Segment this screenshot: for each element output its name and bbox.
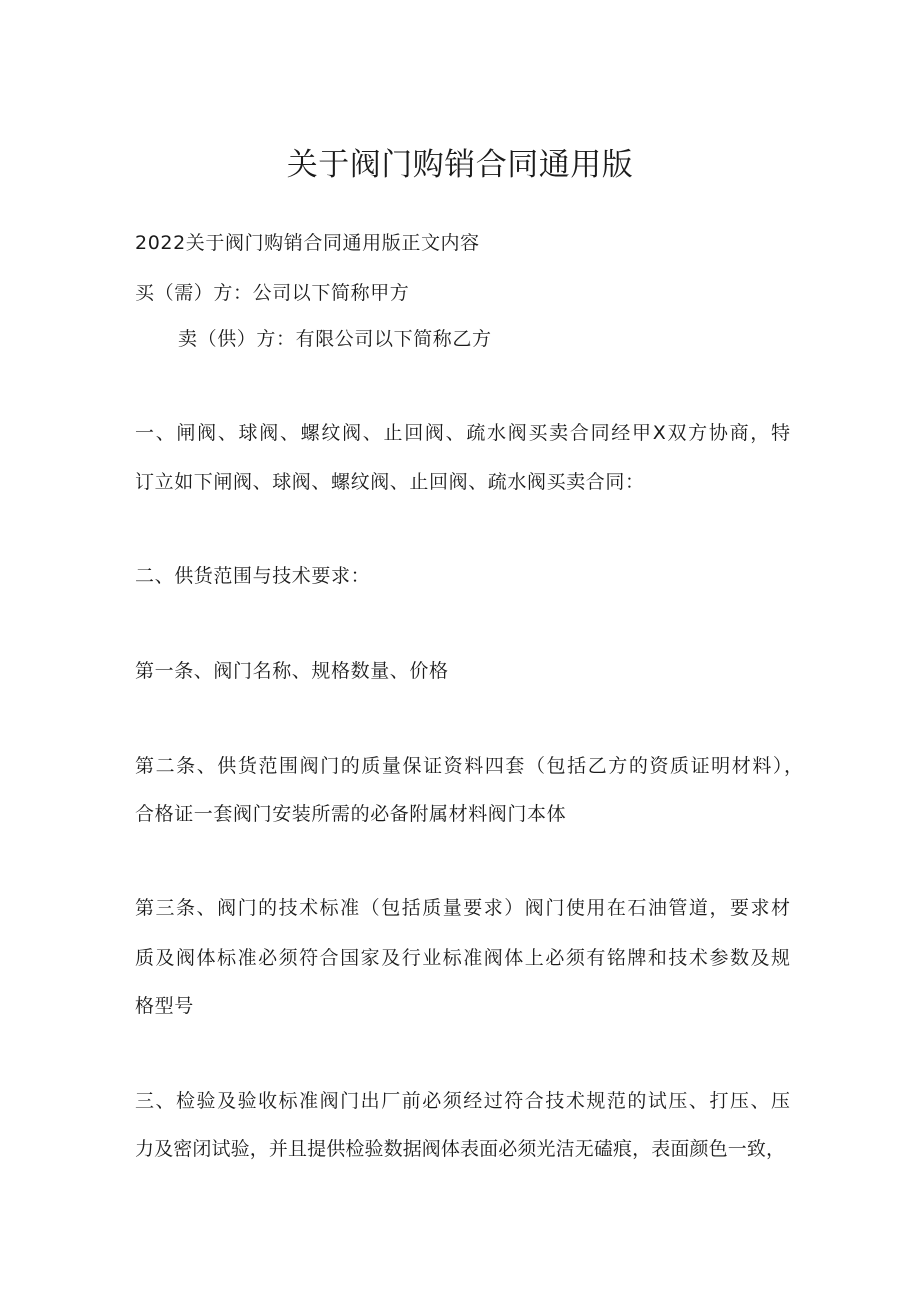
section1-line1: 一、闸阀、球阀、螺纹阀、止回阀、疏水阀买卖合同经甲X双方协商，特 bbox=[135, 422, 790, 444]
section2-heading: 二、供货范围与技术要求： bbox=[135, 565, 371, 587]
document-title: 关于阀门购销合同通用版 bbox=[286, 147, 634, 183]
article3-line2: 质及阀体标准必须符合国家及行业标准阀体上必须有铭牌和技术参数及规 bbox=[135, 947, 790, 969]
seller-line: 卖（供）方：有限公司以下简称乙方 bbox=[178, 328, 492, 350]
section1-line2: 订立如下闸阀、球阀、螺纹阀、止回阀、疏水阀买卖合同： bbox=[135, 471, 645, 493]
section3-line2: 力及密闭试验，并且提供检验数据阀体表面必须光洁无磕痕，表面颜色一致， bbox=[135, 1138, 785, 1160]
article1-text: 第一条、阀门名称、规格数量、价格 bbox=[135, 660, 449, 682]
article3-line1: 第三条、阀门的技术标准（包括质量要求）阀门使用在石油管道，要求材 bbox=[135, 897, 790, 919]
article2-line1: 第二条、供货范围阀门的质量保证资料四套（包括乙方的资质证明材料）， bbox=[135, 755, 803, 777]
document-subtitle: 2022关于阀门购销合同通用版正文内容 bbox=[135, 232, 480, 254]
section3-line1: 三、检验及验收标准阀门出厂前必须经过符合技术规范的试压、打压、压 bbox=[135, 1090, 790, 1112]
article2-line2: 合格证一套阀门安装所需的必备附属材料阀门本体 bbox=[135, 803, 567, 825]
buyer-line: 买（需）方：公司以下简称甲方 bbox=[135, 282, 410, 304]
article3-line3: 格型号 bbox=[135, 995, 194, 1017]
